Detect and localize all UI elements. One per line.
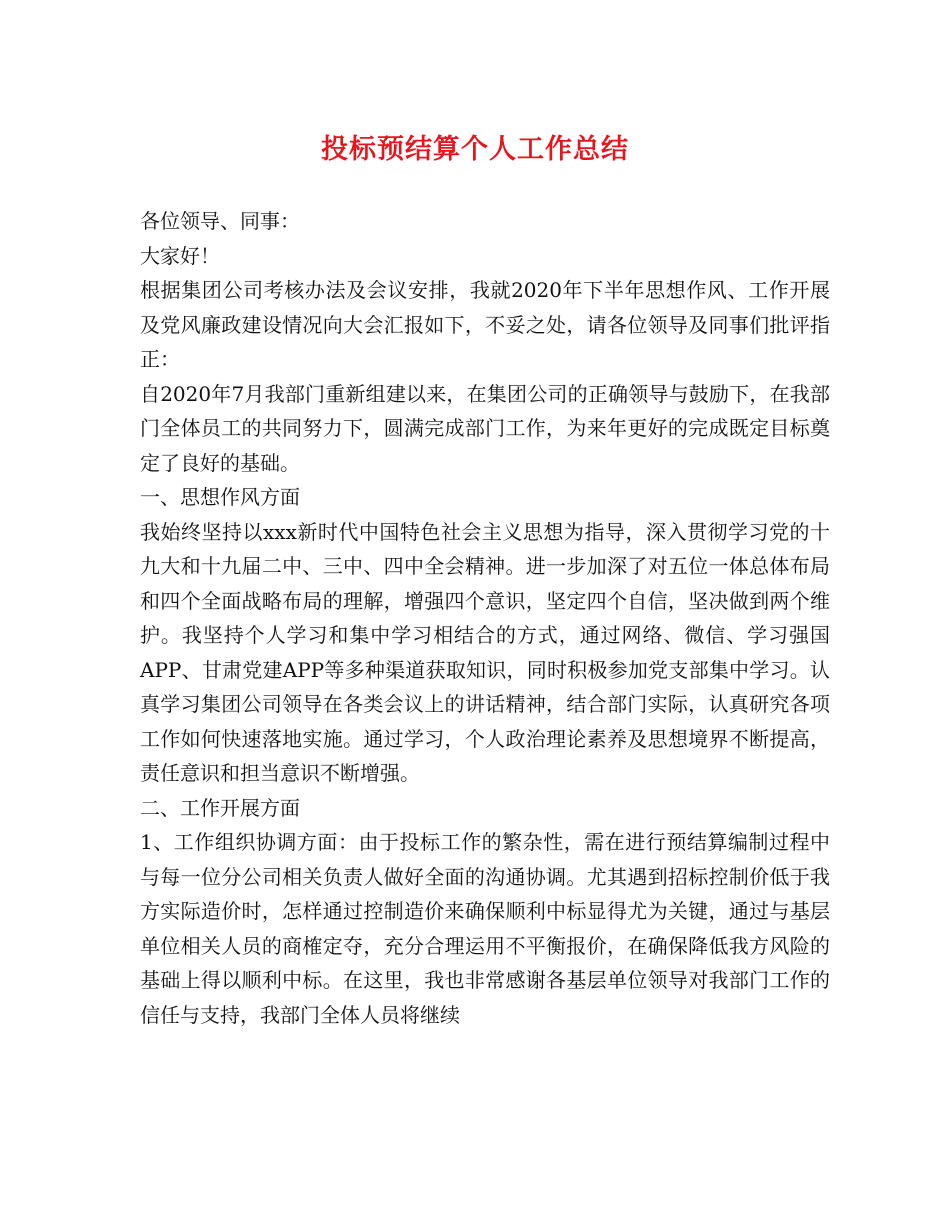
salutation: 各位领导、同事：	[140, 209, 300, 233]
section-heading-work: 二、工作开展方面	[140, 795, 300, 820]
background-paragraph: 自2020年7月我部门重新组建以来，在集团公司的正确领导与鼓励下，在我部门全体员工的共同努力下，圆满完成部门工作，为来年更好的完成既定目标奠定了良好的基础。	[140, 381, 830, 475]
document-title: 投标预结算个人工作总结	[321, 134, 629, 165]
section-heading-ideology: 一、思想作风方面	[140, 485, 300, 509]
work-coordination-paragraph: 1、工作组织协调方面：由于投标工作的繁杂性，需在进行预结算编制过程中与每一位分公司相关负责人做好全面的沟通协调。尤其遇到招标控制价低于我方实际造价时，怎样通过控制造价来确保顺利中标显得尤为关键，通过与基层单位相关人员的商榷定夺，充分合理运用不平衡报价，在确保降低我方风险的基础上得以顺利中标。在这里，我也非常感谢各基层单位领导对我部门工作的信任与支持，我部门全体人员将继续	[140, 830, 830, 1027]
intro-paragraph: 根据集团公司考核办法及会议安排，我就2020年下半年思想作风、工作开展及党风廉政建设情况向大会汇报如下，不妥之处，请各位领导及同事们批评指正：	[140, 278, 830, 371]
document-body	[140, 204, 830, 1032]
greeting: 大家好！	[140, 243, 220, 268]
ideology-paragraph: 我始终坚持以xxx新时代中国特色社会主义思想为指导，深入贯彻学习党的十九大和十九届二中、三中、四中全会精神。进一步加深了对五位一体总体布局和四个全面战略布局的理解，增强四个意识，坚定四个自信，坚决做到两个维护。我坚持个人学习和集中学习相结合的方式，通过网络、微信、学习强国APP、甘肃党建APP等多种渠道获取知识，同时积极参加党支部集中学习。认真学习集团公司领导在各类会议上的讲话精神，结合部门实际，认真研究各项工作如何快速落地实施。通过学习，个人政治理论素养及思想境界不断提高，责任意识和担当意识不断增强。	[140, 519, 830, 785]
